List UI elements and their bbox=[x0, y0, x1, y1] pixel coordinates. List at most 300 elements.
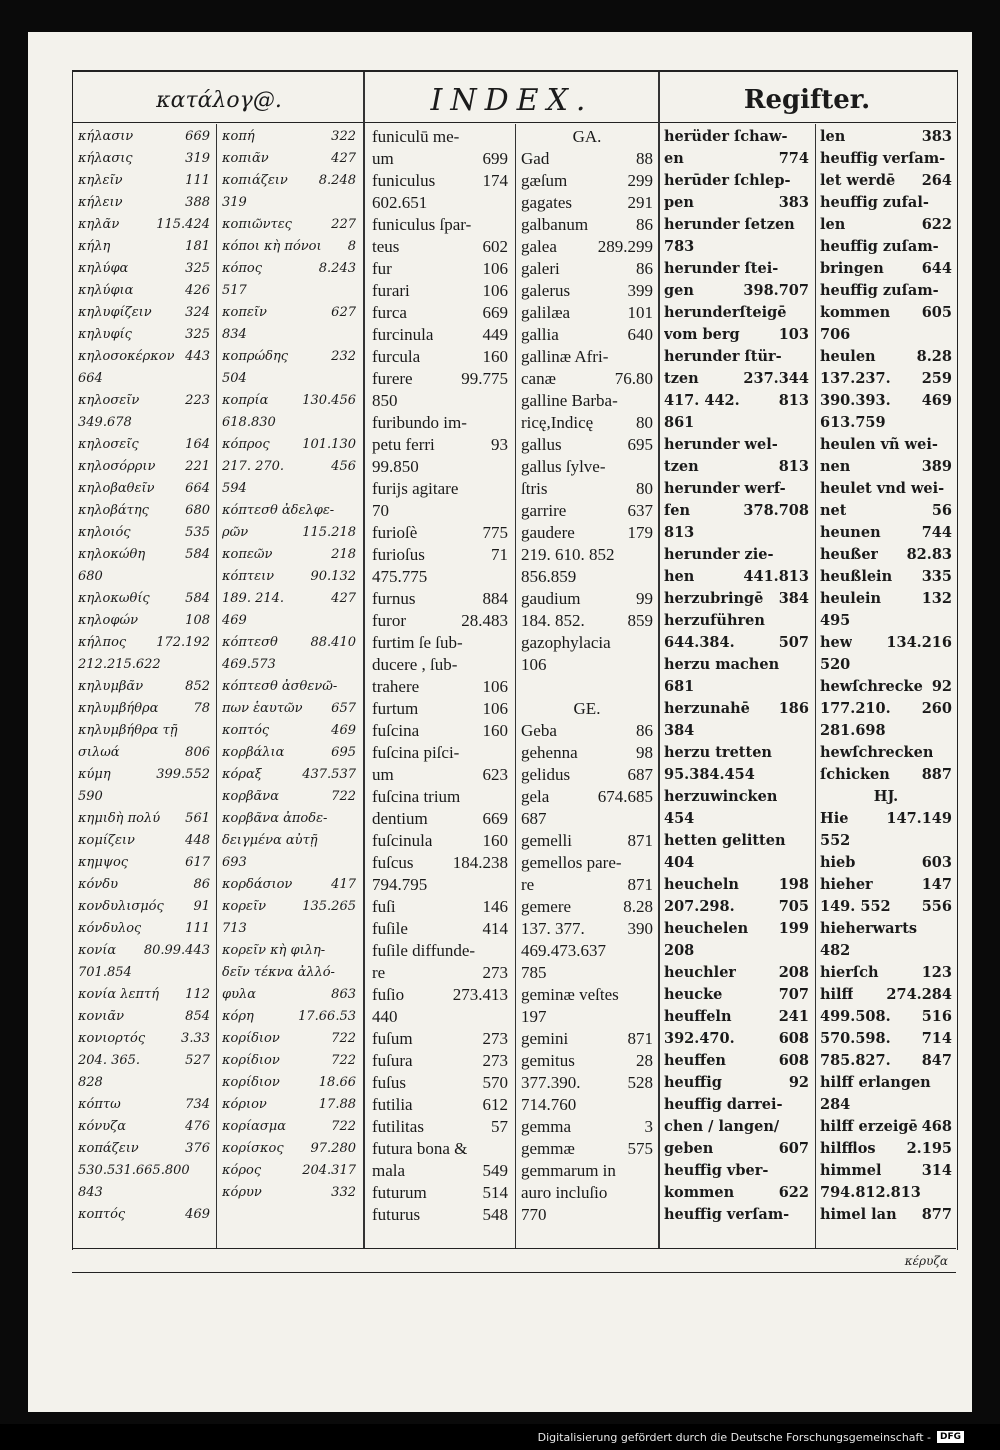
bottom-rule bbox=[72, 1248, 956, 1249]
index-entry bbox=[222, 1050, 356, 1072]
entry-term: 850 bbox=[372, 391, 398, 410]
entry-page-numbers: 221 bbox=[185, 459, 210, 474]
index-entry bbox=[222, 412, 356, 434]
entry-term: 693 bbox=[222, 855, 247, 870]
index-entry bbox=[521, 1204, 653, 1226]
entry-page-numbers: 260 bbox=[921, 700, 952, 717]
entry-term: κηλοβάτης bbox=[78, 503, 149, 518]
entry-page-numbers: 146 bbox=[482, 897, 508, 916]
index-entry bbox=[372, 434, 508, 456]
index-entry bbox=[820, 434, 952, 456]
entry-term: gazophylacia bbox=[521, 633, 611, 652]
index-entry bbox=[78, 1072, 210, 1094]
entry-term: κόραξ bbox=[222, 767, 262, 782]
index-entry bbox=[664, 1204, 809, 1226]
index-entry bbox=[521, 522, 653, 544]
index-entry bbox=[820, 500, 952, 522]
entry-page-numbers: 806 bbox=[185, 745, 210, 760]
index-entry bbox=[521, 918, 653, 940]
index-entry bbox=[78, 852, 210, 874]
entry-page-numbers: 549 bbox=[482, 1161, 508, 1180]
index-entry bbox=[664, 808, 809, 830]
entry-page-numbers: 130.456 bbox=[302, 393, 356, 408]
entry-page-numbers: 106 bbox=[482, 677, 508, 696]
entry-page-numbers: 722 bbox=[331, 1053, 356, 1068]
entry-term: herüder ſchaw- bbox=[664, 128, 788, 145]
index-entry bbox=[222, 280, 356, 302]
index-entry bbox=[820, 1094, 952, 1116]
header-latin-title: INDEX. bbox=[430, 82, 594, 118]
entry-term: heucke bbox=[664, 986, 723, 1003]
entry-term: heuffig darrei- bbox=[664, 1096, 783, 1113]
entry-term: κοπιάζειν bbox=[222, 173, 288, 188]
entry-term: auro incluſio bbox=[521, 1183, 608, 1202]
entry-term: ducere , ſub- bbox=[372, 655, 458, 674]
entry-term: κορβάλια bbox=[222, 745, 285, 760]
index-entry bbox=[372, 786, 508, 808]
index-entry bbox=[372, 962, 508, 984]
entry-page-numbers: 108 bbox=[185, 613, 210, 628]
entry-page-numbers: 106 bbox=[482, 259, 508, 278]
index-entry bbox=[664, 632, 809, 654]
index-entry bbox=[521, 1160, 653, 1182]
entry-page-numbers: 8.248 bbox=[318, 173, 356, 188]
index-entry bbox=[521, 984, 653, 1006]
index-entry bbox=[521, 412, 653, 434]
entry-term: κόπτεσθ ἀδελφε- bbox=[222, 503, 335, 518]
entry-term: φυλα bbox=[222, 987, 257, 1002]
entry-page-numbers: 106 bbox=[482, 281, 508, 300]
index-entry bbox=[372, 1138, 508, 1160]
index-entry bbox=[222, 214, 356, 236]
index-entry bbox=[222, 742, 356, 764]
entry-page-numbers: 90.132 bbox=[310, 569, 356, 584]
entry-page-numbers: 3 bbox=[644, 1117, 653, 1136]
entry-page-numbers: 507 bbox=[778, 634, 809, 651]
entry-term: 714.760 bbox=[521, 1095, 577, 1114]
index-entry bbox=[78, 258, 210, 280]
entry-page-numbers: 443 bbox=[185, 349, 210, 364]
index-entry bbox=[820, 522, 952, 544]
divider-latin bbox=[515, 124, 516, 1248]
entry-page-numbers: 57 bbox=[491, 1117, 508, 1136]
entry-term: 770 bbox=[521, 1205, 547, 1224]
entry-term: κηλοκώθη bbox=[78, 547, 146, 562]
entry-page-numbers: 123 bbox=[921, 964, 952, 981]
entry-page-numbers: 388 bbox=[185, 195, 210, 210]
entry-term: 530.531.665.800 bbox=[78, 1163, 190, 1178]
entry-page-numbers: 548 bbox=[482, 1205, 508, 1224]
entry-term: futilia bbox=[372, 1095, 413, 1114]
entry-term: chen / langen/ bbox=[664, 1118, 780, 1135]
index-entry bbox=[78, 786, 210, 808]
entry-page-numbers: 664 bbox=[185, 481, 210, 496]
index-entry bbox=[820, 1160, 952, 1182]
entry-page-numbers: 516 bbox=[921, 1008, 952, 1025]
entry-page-numbers: 622 bbox=[778, 1184, 809, 1201]
index-entry bbox=[78, 698, 210, 720]
index-entry bbox=[372, 280, 508, 302]
entry-page-numbers: 218 bbox=[331, 547, 356, 562]
index-entry bbox=[372, 830, 508, 852]
index-entry bbox=[222, 456, 356, 478]
entry-term: 813 bbox=[664, 524, 695, 541]
index-entry bbox=[78, 1006, 210, 1028]
entry-term: κόπτω bbox=[78, 1097, 121, 1112]
entry-term: herzubringē bbox=[664, 590, 764, 607]
entry-page-numbers: 383 bbox=[778, 194, 809, 211]
entry-term: tzen bbox=[664, 370, 699, 387]
index-entry bbox=[78, 676, 210, 698]
index-entry bbox=[78, 610, 210, 632]
column-german-1 bbox=[664, 126, 809, 1226]
index-entry bbox=[521, 324, 653, 346]
index-entry bbox=[78, 588, 210, 610]
entry-term: heuffig bbox=[664, 1074, 722, 1091]
entry-term: hen bbox=[664, 568, 695, 585]
index-entry bbox=[521, 1116, 653, 1138]
entry-term: 828 bbox=[78, 1075, 103, 1090]
index-entry bbox=[664, 126, 809, 148]
index-entry bbox=[372, 1050, 508, 1072]
entry-page-numbers: 319 bbox=[185, 151, 210, 166]
entry-term: 594 bbox=[222, 481, 247, 496]
entry-term: 197 bbox=[521, 1007, 547, 1026]
entry-term: geben bbox=[664, 1140, 714, 1157]
index-entry bbox=[521, 874, 653, 896]
entry-term: κημιδὴ πολύ bbox=[78, 811, 161, 826]
entry-term: furioſus bbox=[372, 545, 425, 564]
column-greek-2 bbox=[222, 126, 356, 1204]
entry-page-numbers: 299 bbox=[627, 171, 653, 190]
entry-page-numbers: 112 bbox=[185, 987, 210, 1002]
entry-term: 520 bbox=[820, 656, 851, 673]
index-entry bbox=[372, 544, 508, 566]
index-entry bbox=[78, 742, 210, 764]
entry-page-numbers: 80.99.443 bbox=[143, 943, 210, 958]
entry-term: 440 bbox=[372, 1007, 398, 1026]
entry-term: GE. bbox=[573, 699, 601, 718]
index-entry bbox=[820, 346, 952, 368]
entry-page-numbers: 101.130 bbox=[302, 437, 356, 452]
index-entry bbox=[78, 940, 210, 962]
entry-page-numbers: 17.66.53 bbox=[298, 1009, 356, 1024]
entry-term: κορεῖν bbox=[222, 899, 266, 914]
entry-page-numbers: 637 bbox=[627, 501, 653, 520]
entry-page-numbers: 384 bbox=[778, 590, 809, 607]
index-entry bbox=[521, 742, 653, 764]
entry-term: hewſchrecke bbox=[820, 678, 923, 695]
entry-term: κορδάσιον bbox=[222, 877, 293, 892]
entry-term: galea bbox=[521, 237, 557, 256]
entry-page-numbers: 528 bbox=[627, 1073, 653, 1092]
entry-page-numbers: 705 bbox=[778, 898, 809, 915]
entry-page-numbers: 722 bbox=[331, 789, 356, 804]
entry-term: galilæa bbox=[521, 303, 571, 322]
index-entry bbox=[521, 1050, 653, 1072]
entry-term: κημψος bbox=[78, 855, 129, 870]
index-entry bbox=[521, 478, 653, 500]
index-entry bbox=[820, 1204, 952, 1226]
index-entry bbox=[222, 368, 356, 390]
entry-term: 644.384. bbox=[664, 634, 735, 651]
entry-page-numbers: 99.775 bbox=[461, 369, 508, 388]
entry-page-numbers: 111 bbox=[185, 921, 210, 936]
index-entry bbox=[222, 1072, 356, 1094]
header-rule bbox=[72, 122, 956, 123]
entry-term: 706 bbox=[820, 326, 851, 343]
entry-page-numbers: 527 bbox=[185, 1053, 210, 1068]
entry-page-numbers: 426 bbox=[185, 283, 210, 298]
entry-term: κόπρος bbox=[222, 437, 270, 452]
entry-page-numbers: 813 bbox=[778, 392, 809, 409]
entry-term: furioſè bbox=[372, 523, 418, 542]
index-entry bbox=[78, 324, 210, 346]
entry-page-numbers: 863 bbox=[331, 987, 356, 1002]
index-entry bbox=[521, 302, 653, 324]
index-entry bbox=[664, 764, 809, 786]
index-entry bbox=[521, 786, 653, 808]
entry-term: 149. 552 bbox=[820, 898, 891, 915]
entry-term: 570.598. bbox=[820, 1030, 891, 1047]
entry-term: gemellos pare- bbox=[521, 853, 622, 872]
entry-term: futura bona & bbox=[372, 1139, 468, 1158]
entry-term: herunder ſtür- bbox=[664, 348, 782, 365]
index-entry bbox=[820, 566, 952, 588]
entry-page-numbers: 627 bbox=[331, 305, 356, 320]
entry-page-numbers: 456 bbox=[331, 459, 356, 474]
index-entry bbox=[664, 544, 809, 566]
entry-term: 517 bbox=[222, 283, 247, 298]
index-entry bbox=[521, 940, 653, 962]
index-entry bbox=[78, 214, 210, 236]
index-entry bbox=[664, 346, 809, 368]
entry-term: funiculus ſpar- bbox=[372, 215, 472, 234]
entry-term: κηλυφίς bbox=[78, 327, 132, 342]
entry-page-numbers: 91 bbox=[193, 899, 210, 914]
index-entry bbox=[664, 698, 809, 720]
index-entry bbox=[372, 368, 508, 390]
entry-page-numbers: 389 bbox=[921, 458, 952, 475]
entry-term: trahere bbox=[372, 677, 420, 696]
entry-term: κόνδυ bbox=[78, 877, 118, 892]
index-entry bbox=[222, 126, 356, 148]
entry-term: furtum bbox=[372, 699, 419, 718]
entry-term: funiculū me- bbox=[372, 127, 460, 146]
entry-term: 664 bbox=[78, 371, 103, 386]
entry-term: κηλύφια bbox=[78, 283, 134, 298]
entry-page-numbers: 437.537 bbox=[302, 767, 356, 782]
entry-term: gemitus bbox=[521, 1051, 575, 1070]
entry-term: κηλοιός bbox=[78, 525, 131, 540]
entry-term: 189. 214. bbox=[222, 591, 285, 606]
entry-term: heuchelen bbox=[664, 920, 749, 937]
entry-term: κοπτός bbox=[222, 723, 270, 738]
entry-term: κηλοσοκέρκον bbox=[78, 349, 175, 364]
entry-term: 618.830 bbox=[222, 415, 276, 430]
entry-term: himel lan bbox=[820, 1206, 897, 1223]
entry-term: bringen bbox=[820, 260, 884, 277]
index-entry bbox=[521, 434, 653, 456]
entry-page-numbers: 695 bbox=[331, 745, 356, 760]
entry-term: κορεῖν κὴ φιλη- bbox=[222, 943, 326, 958]
entry-term: canæ bbox=[521, 369, 556, 388]
index-entry bbox=[222, 654, 356, 676]
index-entry bbox=[222, 764, 356, 786]
index-entry bbox=[820, 1138, 952, 1160]
index-entry bbox=[820, 698, 952, 720]
index-entry bbox=[372, 742, 508, 764]
entry-term: galline Barba- bbox=[521, 391, 618, 410]
index-entry bbox=[521, 390, 653, 412]
index-entry bbox=[521, 632, 653, 654]
entry-page-numbers: 93 bbox=[491, 435, 508, 454]
entry-term: herzu tretten bbox=[664, 744, 772, 761]
entry-term: gallia bbox=[521, 325, 559, 344]
index-entry bbox=[222, 830, 356, 852]
entry-page-numbers: 86 bbox=[636, 259, 653, 278]
entry-term: herzuwincken bbox=[664, 788, 778, 805]
entry-term: fuſile diffunde- bbox=[372, 941, 476, 960]
index-entry bbox=[78, 874, 210, 896]
entry-term: gela bbox=[521, 787, 550, 806]
entry-term: gallinæ Afri- bbox=[521, 347, 609, 366]
entry-term: vom berg bbox=[664, 326, 740, 343]
index-entry bbox=[222, 632, 356, 654]
entry-term: furari bbox=[372, 281, 410, 300]
entry-page-numbers: 847 bbox=[921, 1052, 952, 1069]
entry-term: fuſcus bbox=[372, 853, 414, 872]
index-entry bbox=[521, 280, 653, 302]
index-entry bbox=[820, 720, 952, 742]
index-entry bbox=[78, 720, 210, 742]
entry-term: κηλυφίζειν bbox=[78, 305, 152, 320]
index-entry bbox=[222, 1182, 356, 1204]
entry-term: 794.812.813 bbox=[820, 1184, 921, 1201]
index-entry bbox=[820, 1050, 952, 1072]
index-entry bbox=[820, 808, 952, 830]
entry-term: 713 bbox=[222, 921, 247, 936]
entry-page-numbers: 28.483 bbox=[461, 611, 508, 630]
entry-term: κηλοκωθίς bbox=[78, 591, 150, 606]
entry-page-numbers: 556 bbox=[921, 898, 952, 915]
entry-term: mala bbox=[372, 1161, 406, 1180]
entry-page-numbers: 98 bbox=[636, 743, 653, 762]
index-entry bbox=[664, 1116, 809, 1138]
index-entry bbox=[372, 588, 508, 610]
index-entry bbox=[664, 896, 809, 918]
index-entry bbox=[78, 126, 210, 148]
entry-term: heulen vñ wei- bbox=[820, 436, 938, 453]
entry-term: 482 bbox=[820, 942, 851, 959]
index-entry bbox=[521, 610, 653, 632]
entry-term: fuſcina trium bbox=[372, 787, 461, 806]
index-entry bbox=[78, 434, 210, 456]
entry-term: 392.470. bbox=[664, 1030, 735, 1047]
index-entry bbox=[372, 456, 508, 478]
entry-page-numbers: 92 bbox=[788, 1074, 809, 1091]
entry-page-numbers: 184.238 bbox=[452, 853, 508, 872]
index-entry bbox=[78, 280, 210, 302]
entry-page-numbers: 88 bbox=[636, 149, 653, 168]
index-entry bbox=[820, 610, 952, 632]
entry-page-numbers: 871 bbox=[627, 875, 653, 894]
index-entry bbox=[222, 852, 356, 874]
entry-term: 469 bbox=[222, 613, 247, 628]
entry-page-numbers: 208 bbox=[778, 964, 809, 981]
index-entry bbox=[222, 720, 356, 742]
index-entry bbox=[222, 324, 356, 346]
index-entry bbox=[521, 192, 653, 214]
entry-term: 834 bbox=[222, 327, 247, 342]
entry-page-numbers: 617 bbox=[185, 855, 210, 870]
header-german bbox=[661, 78, 953, 122]
entry-page-numbers: 115.424 bbox=[156, 217, 210, 232]
index-entry bbox=[664, 170, 809, 192]
entry-page-numbers: 535 bbox=[185, 525, 210, 540]
entry-term: κόπτειν bbox=[222, 569, 275, 584]
index-entry bbox=[820, 676, 952, 698]
entry-term: 499.508. bbox=[820, 1008, 891, 1025]
entry-term: teus bbox=[372, 237, 400, 256]
index-entry bbox=[521, 720, 653, 742]
entry-term: heuffen bbox=[664, 1052, 726, 1069]
entry-term: δεῖν τέκνα ἀλλό- bbox=[222, 965, 335, 980]
entry-term: κήλασιν bbox=[78, 129, 134, 144]
entry-term: 454 bbox=[664, 810, 695, 827]
entry-page-numbers: 744 bbox=[921, 524, 952, 541]
entry-term: herūder ſchlep- bbox=[664, 172, 791, 189]
entry-term: herzuführen bbox=[664, 612, 765, 629]
entry-page-numbers: 99 bbox=[636, 589, 653, 608]
index-entry bbox=[820, 368, 952, 390]
index-entry bbox=[664, 940, 809, 962]
index-entry bbox=[78, 346, 210, 368]
entry-page-numbers: 332 bbox=[331, 1185, 356, 1200]
entry-page-numbers: 76.80 bbox=[614, 369, 653, 388]
entry-term: fuſcina bbox=[372, 721, 420, 740]
index-entry bbox=[372, 808, 508, 830]
index-entry bbox=[820, 1182, 952, 1204]
entry-term: κονία bbox=[78, 943, 117, 958]
footer-bar bbox=[0, 1424, 1000, 1450]
index-entry bbox=[222, 1028, 356, 1050]
entry-term: κονία λεπτή bbox=[78, 987, 160, 1002]
entry-term: furnus bbox=[372, 589, 416, 608]
entry-page-numbers: 86 bbox=[636, 215, 653, 234]
entry-page-numbers: 259 bbox=[921, 370, 952, 387]
entry-term: κηλοσεῖς bbox=[78, 437, 139, 452]
entry-term: heuffig zufal- bbox=[820, 194, 929, 211]
entry-term: 137.237. bbox=[820, 370, 891, 387]
entry-term: 613.759 bbox=[820, 414, 886, 431]
entry-term: fuſum bbox=[372, 1029, 413, 1048]
entry-term: 377.390. bbox=[521, 1073, 581, 1092]
entry-term: gemini bbox=[521, 1029, 569, 1048]
entry-term: furcula bbox=[372, 347, 421, 366]
entry-term: κήλη bbox=[78, 239, 111, 254]
entry-term: κόποι κὴ πόνοι bbox=[222, 239, 322, 254]
index-entry bbox=[820, 456, 952, 478]
index-entry bbox=[664, 1072, 809, 1094]
entry-term: 99.850 bbox=[372, 457, 419, 476]
entry-page-numbers: 622 bbox=[921, 216, 952, 233]
index-entry bbox=[820, 962, 952, 984]
index-entry bbox=[664, 1006, 809, 1028]
entry-page-numbers: 612 bbox=[482, 1095, 508, 1114]
entry-page-numbers: 570 bbox=[482, 1073, 508, 1092]
entry-page-numbers: 291 bbox=[627, 193, 653, 212]
